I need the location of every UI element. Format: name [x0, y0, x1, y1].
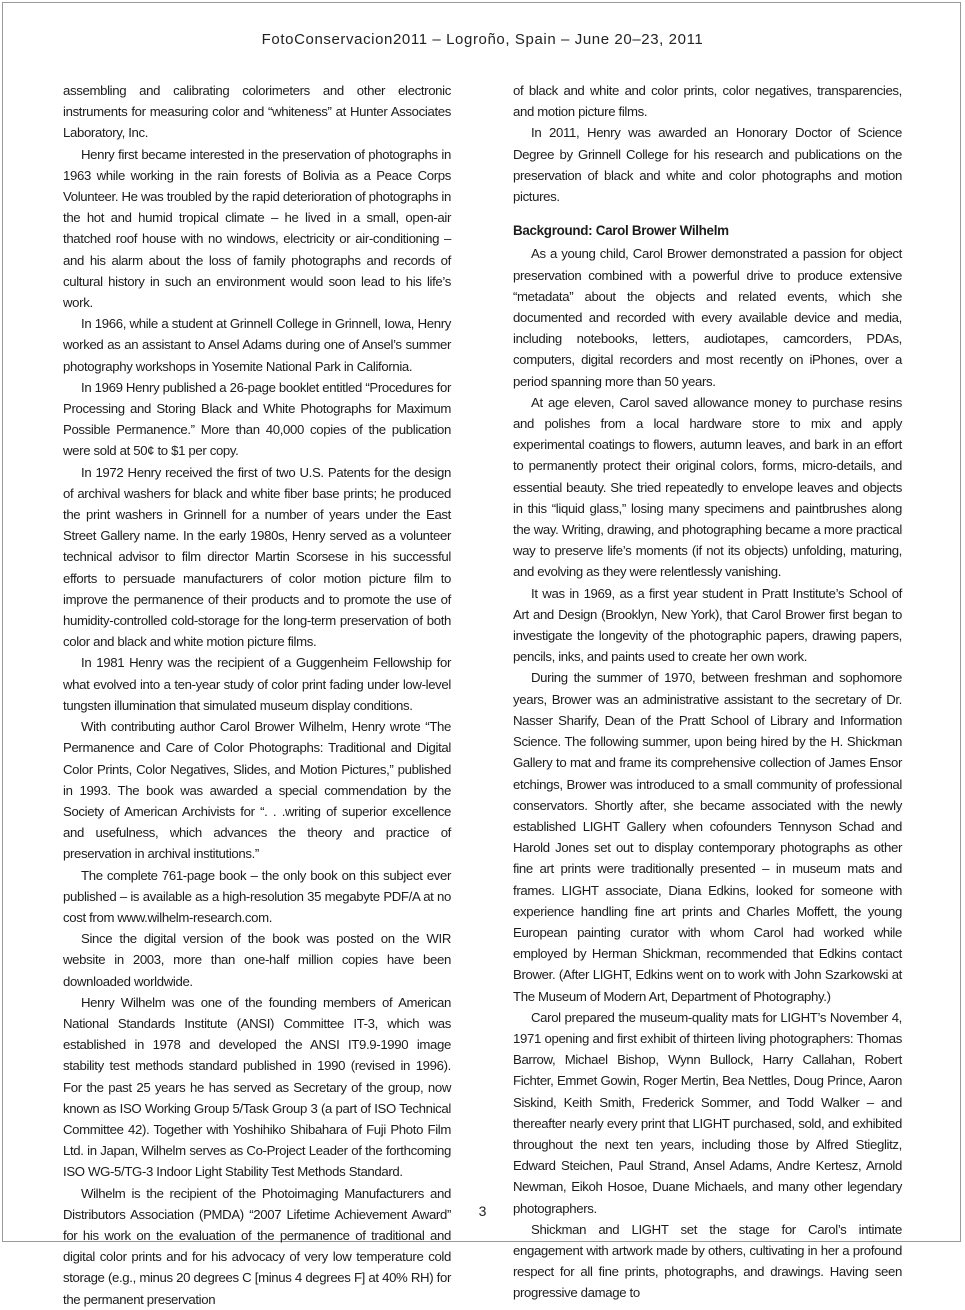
paragraph: In 1981 Henry was the recipient of a Guggenheim Fellowship for what evolved into a ten-year study of color print fading under low-level tungsten illumination that simulated museum display conditions. [63, 655, 451, 713]
paragraph: Henry Wilhelm was one of the founding members of American National Standards Institute (ANSI) Committee IT-3, which was established in 1978 and developed the ANSI IT9.9-1990 image stability test methods standard published in 1990 (revised in 1996). For the past 25 years he has served as Secretary of the group, now known as ISO Working Group 5/Task Group 3 (a part of ISO Technical Committee 42). Together with Yoshihiko Shibahara of Fuji Photo Film Ltd. in Japan, Wilhelm serves as Co-Project Leader of the forthcoming ISO WG-5/TG-3 Indoor Light Stability Test Methods Standard. [63, 994, 451, 1180]
paragraph: With contributing author Carol Brower Wilhelm, Henry wrote “The Permanence and Care of Color Photographs: Traditional and Digital Color Prints, Color Negatives, Slides, and Motion Pictures,” published in 1993. The book was awarded a special commendation by the Society of American Archivists for “. . .writing of superior excellence and usefulness, which advances the theory and practice of preservation in archival institutions.” [63, 719, 451, 862]
page-number: 3 [478, 1203, 487, 1219]
paragraph: Carol prepared the museum-quality mats for LIGHT’s November 4, 1971 opening and first exhibit of thirteen living photographers: Thomas Barrow, Michael Bishop, Wynn Bullock, Harry Callahan, Robert Fichter, Emmet Gowin, Roger Mertin, Bea Nettles, Doug Prince, Aaron Siskind, Keith Smith, Frederick Sommer, and Todd Walker – and thereafter nearly every print that LIGHT purchased, sold, and exhibited throughout the next ten years, including those by Alfred Stieglitz, Edward Steichen, Paul Strand, Ansel Adams, Andre Kertesz, Arnold Newman, Eikoh Hosoe, Duane Michaels, and many other legendary photographers. [513, 1009, 902, 1216]
right-column [513, 80, 902, 1304]
paragraph: In 2011, Henry was awarded an Honorary Doctor of Science Degree by Grinnell College for his research and publications on the preservation of black and white and color photographs and motion pictures. [513, 125, 902, 205]
section-heading: Background: Carol Brower Wilhelm [513, 223, 729, 239]
running-header: FotoConservacion2011 – Logroño, Spain – June 20–23, 2011 [261, 31, 704, 48]
paragraph: In 1969 Henry published a 26-page booklet entitled “Procedures for Processing and Storing Black and White Photographs for Maximum Possible Permanence.” More than 40,000 copies of the publication were sold at 50¢ to $1 per copy. [63, 379, 451, 459]
paragraph: During the summer of 1970, between freshman and sophomore years, Brower was an administrative assistant to the secretary of Dr. Nasser Sharify, Dean of the Pratt School of Library and Information Science. The following summer, upon being hired by the H. Shickman Gallery to mat and frame its comprehensive collection of James Ensor etchings, Brower was introduced to a small community of professional conservators. Shortly after, she became associated with the newly established LIGHT Gallery when cofounders Tennyson Schad and Harold Jones set out to display contemporary photographs as other fine art prints were traditionally presented – in museum mats and frames. LIGHT associate, Diana Edkins, looked for someone with experience handling fine art prints and Charles Moffett, the young European painting curator with whom Carol had worked while employed by Herman Shickman, recommended that Edkins contact Brower. (After LIGHT, Edkins went on to work with John Szarkowski at The Museum of Modern Art, Department of Photography.) [513, 670, 902, 1004]
paragraph: Since the digital version of the book was posted on the WIR website in 2003, more than one-half million copies have been downloaded worldwide. [63, 931, 451, 989]
paragraph: In 1966, while a student at Grinnell College in Grinnell, Iowa, Henry worked as an assistant to Ansel Adams during one of Ansel’s summer photography workshops in Yosemite National Park in California. [63, 316, 451, 374]
paragraph: As a young child, Carol Brower demonstrated a passion for object preservation combined with a powerful drive to produce extensive “metadata” about the objects and related events, which she documented and recorded with every available device and media, including notebooks, letters, audiotapes, camcorders, PDAs, computers, digital recorders and most recently on iPhones, over a period spanning more than 50 years. [513, 246, 902, 389]
left-column [63, 80, 451, 1310]
paragraph: Shickman and LIGHT set the stage for Carol’s intimate engagement with artwork made by others, cultivating in her a profound respect for all fine prints, photographs, and drawings. Having seen progressive damage to [513, 1221, 902, 1301]
paragraph: It was in 1969, as a first year student in Pratt Institute’s School of Art and Design (Brooklyn, New York), that Carol Brower first began to investigate the longevity of the photographic papers, drawing papers, pencils, inks, and paints used to create her own work. [513, 585, 902, 665]
paragraph: of black and white and color prints, color negatives, transparencies, and motion picture films. [513, 83, 902, 120]
paragraph: assembling and calibrating colorimeters and other electronic instruments for measuring color and “whiteness” at Hunter Associates Laboratory, Inc. [63, 83, 451, 141]
paragraph: Wilhelm is the recipient of the Photoimaging Manufacturers and Distributors Association (PMDA) “2007 Lifetime Achievement Award” for his work on the evaluation of the permanence of traditional and digital color prints and for his advocacy of very low temperature cold storage (e.g., minus 20 degrees C [minus 4 degrees F] at 40% RH) for the permanent preservation [63, 1185, 451, 1307]
paragraph: At age eleven, Carol saved allowance money to purchase resins and polishes from a local hardware store to mix and apply experimental coatings to flowers, autumn leaves, and bark in an effort to permanently protect their original colors, forms, micro-details, and essential beauty. She tried repeatedly to envelope leaves and objects in this “liquid glass,” losing many specimens and paintbrushes along the way. Writing, drawing, and photographing became a more practical way to preserve life’s moments (if not its objects) unfolding, maturing, and evolving as they were relentlessly vanishing. [513, 394, 902, 580]
paragraph: In 1972 Henry received the first of two U.S. Patents for the design of archival washers for black and white fiber base prints; he produced the print washers in Grinnell for a number of years under the East Street Gallery name. In the early 1980s, Henry served as a volunteer technical advisor to film director Martin Scorsese in his successful efforts to persuade manufacturers of color motion picture film to improve the permanence of their products and to promote the use of humidity-controlled cold-storage for the long-term preservation of both color and black and white motion picture films. [63, 464, 451, 650]
paragraph: The complete 761-page book – the only book on this subject ever published – is available as a high-resolution 35 megabyte PDF/A at no cost from www.wilhelm-research.com. [63, 867, 451, 925]
paragraph: Henry first became interested in the preservation of photographs in 1963 while working in the rain forests of Bolivia as a Peace Corps Volunteer. He was troubled by the rapid deterioration of photographs in the hot and humid tropical climate – he lived in a small, open-air thatched roof house with no windows, electricity or air-conditioning – and his alarm about the loss of family photographs and records of cultural history in such an environment would soon lead to his life’s work. [63, 146, 451, 311]
